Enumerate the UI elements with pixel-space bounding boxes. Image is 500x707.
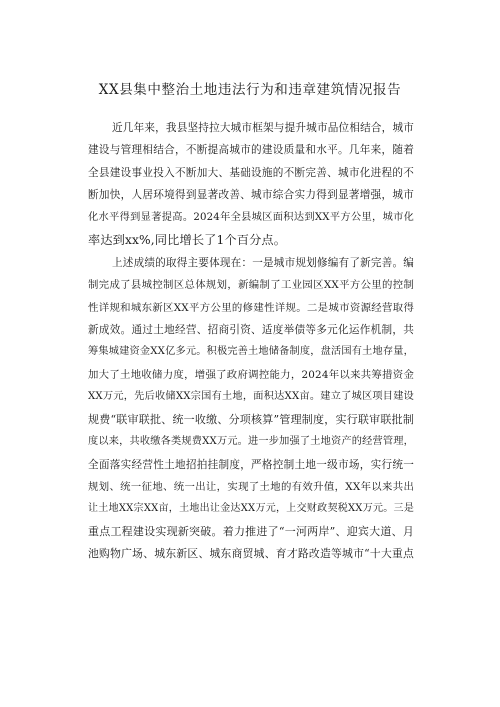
- text-line: 全面落实经营性土地招拍挂制度，严格控制土地一级市场，实行统一: [88, 458, 414, 471]
- text-line: 率达到xx%,同比增长了1个百分点。: [88, 233, 287, 248]
- text-line: 全县建设事业投入不断加大、基础设施的不断完善、城市化进程的不: [88, 166, 414, 179]
- document-body: [88, 117, 414, 566]
- text-line: 新成效。通过土地经营、招商引资、适度举债等多元化运作机制，共: [88, 323, 414, 336]
- text-line: 让土地XX宗XX亩，土地出让金达XX万元，上交财政契税XX万元。三是: [88, 503, 414, 515]
- text-line: 上述成绩的取得主要体现在：一是城市规划修编有了新完善。编: [112, 256, 414, 269]
- text-line: 重点工程建设实现新突破。着力推进了“一河两岸”、迎宾大道、月: [88, 524, 414, 538]
- text-line: 近几年来，我县坚持拉大城市框架与提升城市品位相结合，城市: [112, 122, 414, 134]
- text-line: 度以来，共收缴各类规费XX万元。进一步加强了土地资产的经营管理，: [88, 436, 414, 448]
- text-line: 规划、统一征地、统一出让，实现了土地的有效升值，XX年以来共出: [88, 481, 414, 493]
- paragraph-2: [88, 252, 414, 566]
- text-line: 性详规和城东新区XX平方公里的修建性详规。二是城市资源经营取得: [88, 301, 414, 314]
- text-line: 制完成了县城控制区总体规划，新编制了工业园区XX平方公里的控制: [88, 279, 414, 292]
- text-line: XX万元，先后收储XX宗国有土地，面积达XX亩。建立了城区项目建设: [88, 391, 414, 403]
- text-line: 断加快，人居环境得到显著改善、城市综合实力得到显著增强，城市: [88, 189, 414, 202]
- text-line: 池购物广场、城东新区、城东商贸城、育才路改造等城市“十大重点: [88, 547, 414, 561]
- text-line: 规费“联审联批、统一收缴、分项核算”管理制度，实行联审联批制: [88, 412, 414, 426]
- text-line: 建设与管理相结合，不断提高城市的建设质量和水平。几年来，随着: [88, 144, 414, 157]
- text-line: 化水平得到显著提高。2024年全县城区面积达到XX平方公里，城市化: [88, 211, 414, 223]
- text-line: 加大了土地收储力度，增强了政府调控能力，2024年以来共筹措资金: [88, 368, 414, 381]
- document-title: XX县集中整治土地违法行为和违章建筑情况报告: [98, 82, 402, 98]
- text-line: 筹集城建资金XX亿多元。积极完善土地储备制度，盘活国有土地存量，: [88, 346, 414, 358]
- paragraph-1: [88, 117, 414, 252]
